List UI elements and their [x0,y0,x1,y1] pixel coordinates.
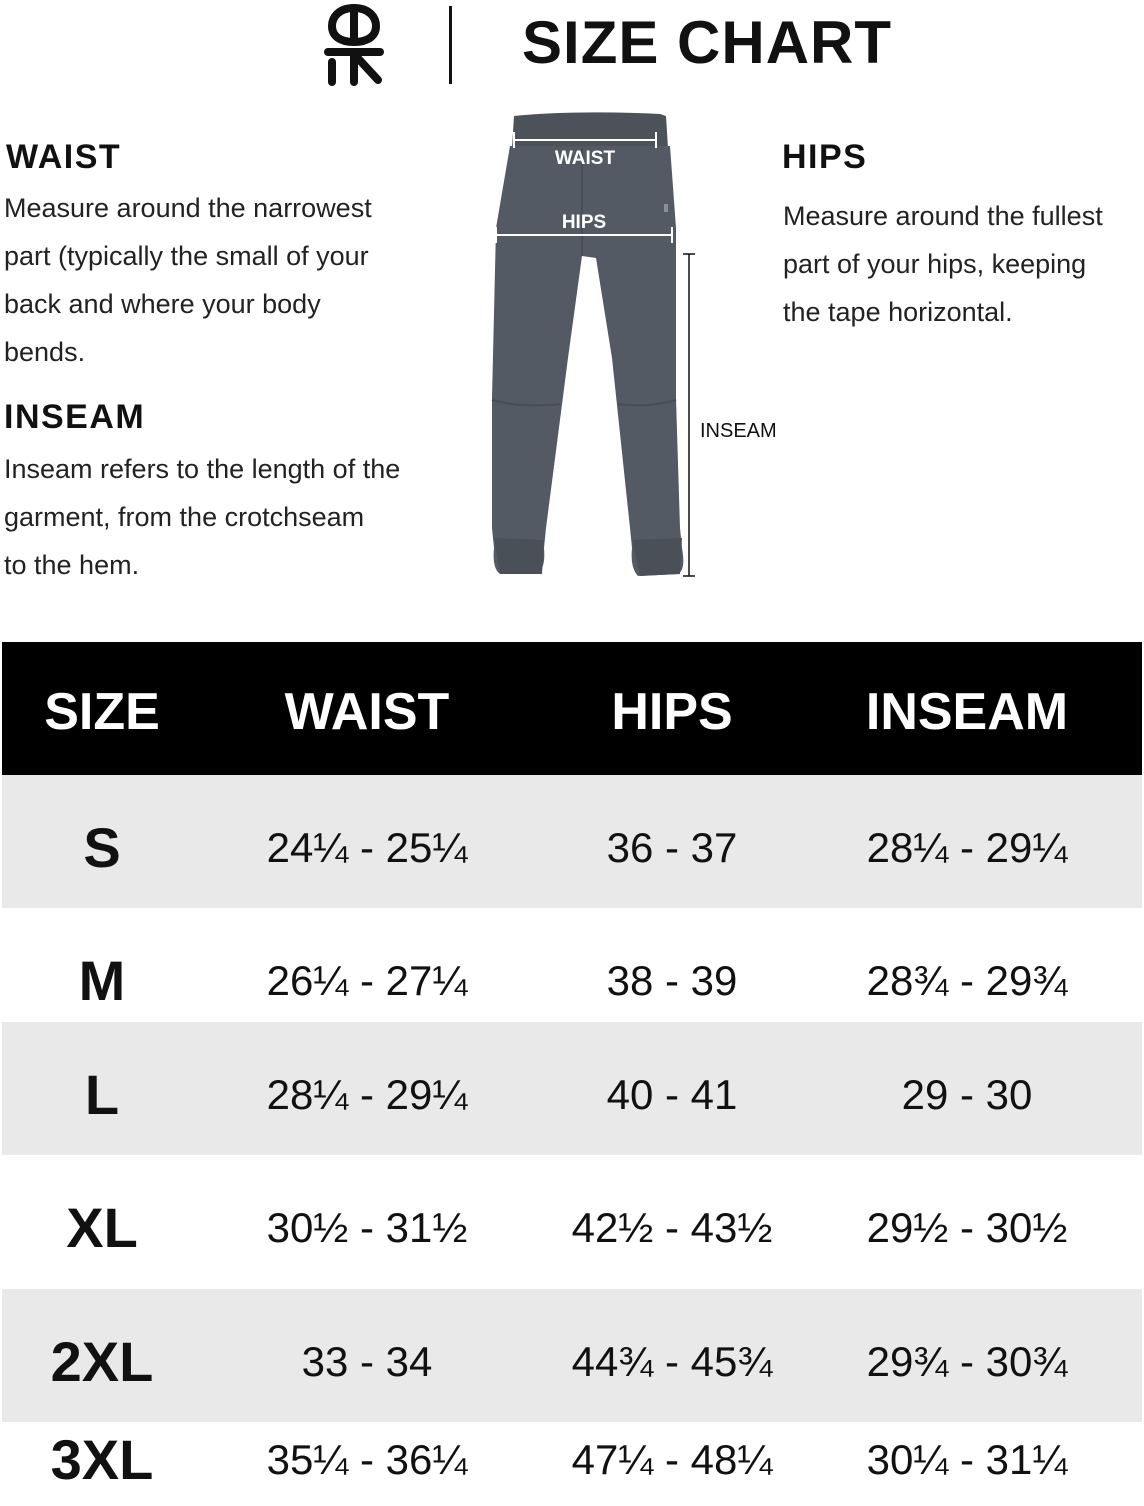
size-cell: XL [66,1196,138,1259]
size-cell: 2XL [50,1330,154,1393]
inseam-cell: 29¾ - 30¾ [866,1338,1068,1385]
size-cell: 3XL [50,1428,154,1491]
waist-cell: 35¼ - 36¼ [266,1436,468,1483]
waist-cell: 24¼ - 25¼ [266,824,468,871]
waist-cell: 26¼ - 27¼ [266,957,468,1004]
hips-cell: 40 - 41 [606,1071,738,1118]
table-header [2,642,1142,775]
inseam-heading: INSEAM [4,398,146,436]
size-cell: L [84,1063,120,1126]
size-cell: S [83,816,121,879]
table-row [2,1289,1142,1422]
hips-description: Measure around the fullest part of your hips, keeping the tape horizontal. [783,201,1103,327]
waist-cell: 30½ - 31½ [266,1204,468,1251]
hips-cell: 38 - 39 [606,957,738,1004]
hips-heading: HIPS [782,138,868,176]
table-row [2,1414,1142,1500]
table-row [2,1155,1142,1288]
waist-cell: 28¼ - 29¼ [266,1071,468,1118]
hips-cell: 47¼ - 48¼ [571,1436,773,1483]
column-header-waist: WAIST [284,683,450,741]
inseam-cell: 28¼ - 29¼ [866,824,1068,871]
page-title: SIZE CHART [522,9,892,76]
column-header-hips: HIPS [611,683,733,741]
hips-cell: 36 - 37 [606,824,738,871]
inseam-diagram-label: INSEAM [700,420,777,442]
header-divider [449,6,452,84]
hips-cell: 44¾ - 45¾ [571,1338,773,1385]
column-header-inseam: INSEAM [865,683,1069,741]
size-cell: M [78,949,126,1012]
table-row [2,775,1142,908]
brand-logo-icon [322,2,386,88]
inseam-cell: 30¼ - 31¼ [866,1436,1068,1483]
inseam-cell: 28¾ - 29¾ [866,957,1068,1004]
waist-description: Measure around the narrowest part (typically the small of your back and where your body bends. [4,193,372,367]
waist-cell: 33 - 34 [301,1338,433,1385]
pants-diagram [480,108,790,584]
size-table [2,642,1142,1500]
inseam-description: Inseam refers to the length of the garment, from the crotchseam to the hem. [4,454,401,580]
table-row [2,1022,1142,1155]
hips-cell: 42½ - 43½ [571,1204,773,1251]
waist-diagram-label: WAIST [554,148,616,169]
column-header-size: SIZE [44,683,160,741]
inseam-cell: 29 - 30 [901,1071,1033,1118]
hips-diagram-label: HIPS [561,212,607,233]
pants-illustration [492,112,683,576]
waist-heading: WAIST [6,138,122,176]
inseam-cell: 29½ - 30½ [866,1204,1068,1251]
